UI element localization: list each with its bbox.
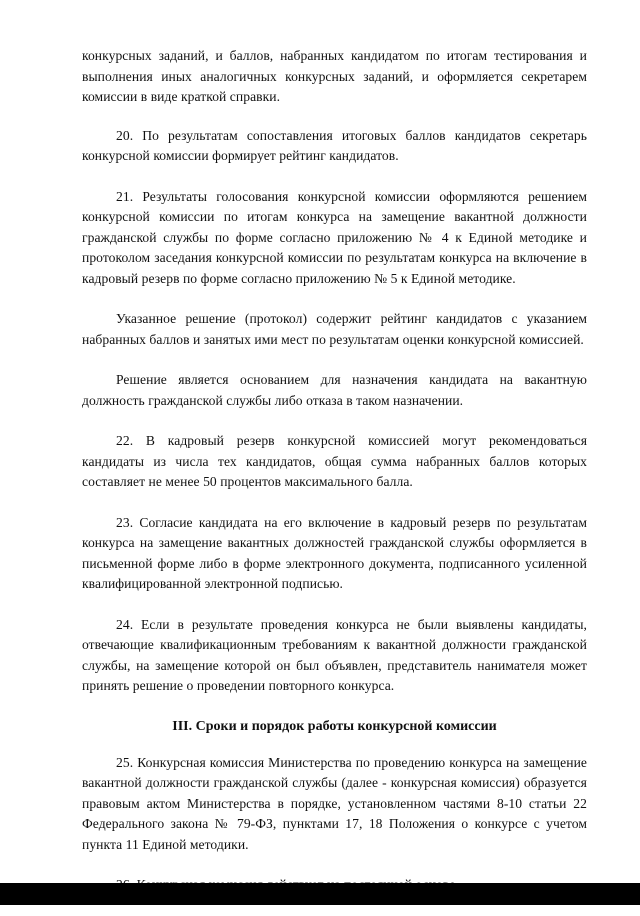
scan-bottom-edge (0, 883, 640, 905)
paragraph-21: 21. Результаты голосования конкурсной комиссии оформляются решением конкурсной комиссии по итогам конкурса на замещение вакантной должности гражданской службы по форме согласно приложению № 4 к Единой методике и протоколом заседания конкурсной комиссии по результатам конкурса на включение в кадровый резерв по форме согласно приложению № 5 к Единой методике. (82, 188, 587, 286)
paragraph-19-continuation: конкурсных заданий, и баллов, набранных кандидатом по итогам тестирования и выполнения иных аналогичных конкурсных заданий, и оформляется секретарем комиссии в виде краткой справки. (82, 48, 587, 104)
paragraph-21-decision-basis: Решение является основанием для назначения кандидата на вакантную должность гражданской службы либо отказа в таком назначении. (82, 372, 587, 408)
paragraph-24: 24. Если в результате проведения конкурса не были выявлены кандидаты, отвечающие квалификационным требованиям к вакантной должности гражданской службы, на замещение которой он был объявлен, представитель нанимателя может принять решение о проведении повторного конкурса. (82, 616, 587, 693)
paragraph-22: 22. В кадровый резерв конкурсной комиссией могут рекомендоваться кандидаты из числа тех кандидатов, общая сумма набранных баллов которых составляет не менее 50 процентов максимального балла. (82, 433, 587, 489)
paragraph-25: 25. Конкурсная комиссия Министерства по проведению конкурса на замещение вакантной должности гражданской службы (далее - конкурсная комиссия) образуется правовым актом Министерства в порядке, установленном частями 8-10 статьи 22 Федерального закона № 79-ФЗ, пунктами 17, 18 Положения о конкурсе с учетом пункта 11 Единой методики. (82, 754, 587, 852)
paragraph-21-decision-content: Указанное решение (протокол) содержит рейтинг кандидатов с указанием набранных баллов и занятых ими мест по результатам оценки конкурсной комиссией. (82, 311, 587, 347)
paragraph-23: 23. Согласие кандидата на его включение в кадровый резерв по результатам конкурса на замещение вакантных должностей гражданской службы оформляется в письменной форме либо в форме электронного документа, подписанного усиленной квалифицированной электронной подписью. (82, 514, 587, 591)
section-heading: III. Сроки и порядок работы конкурсной комиссии (172, 718, 497, 734)
document-body (82, 46, 587, 916)
paragraph-20: 20. По результатам сопоставления итоговых баллов кандидатов секретарь конкурсной комиссии формирует рейтинг кандидатов. (82, 127, 587, 163)
